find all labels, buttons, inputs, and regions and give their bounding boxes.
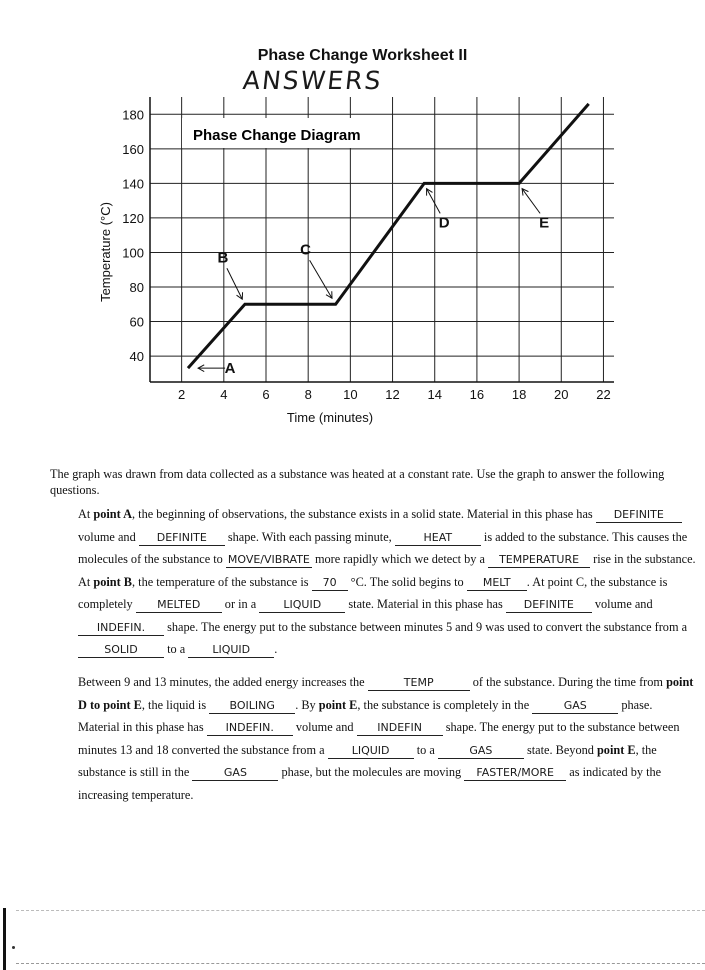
- text-segment: , the temperature of the substance is: [132, 574, 312, 589]
- chart-title: Phase Change Diagram: [193, 127, 361, 144]
- answer-blank-5: TEMPERATURE: [488, 552, 590, 568]
- phase-change-chart: [0, 0, 705, 440]
- text-segment: to a: [413, 742, 438, 757]
- y-tick-label: 140: [122, 176, 144, 192]
- point-e-label: point E: [596, 742, 636, 757]
- annotation-label-d: D: [438, 214, 450, 232]
- text-segment: . By: [295, 697, 319, 712]
- point-b-label: point B: [93, 574, 132, 589]
- answer-blank-22: FASTER/MORE: [464, 765, 566, 781]
- text-segment: phase. Material in this phase has: [78, 697, 653, 734]
- text-segment: shape. The energy put to the substance between minutes 13 and 18 converted the substance from a: [78, 720, 680, 757]
- text-segment: more rapidly which we detect by a: [311, 552, 489, 566]
- answer-blank-2: DEFINITE: [139, 530, 225, 546]
- intro-paragraph: The graph was drawn from data collected as a substance was heated at a constant rate. Use the graph to answer the following questions.: [50, 467, 665, 497]
- y-axis-label: Temperature (°C): [98, 202, 113, 302]
- text-segment: .: [274, 642, 278, 656]
- text-segment: volume and: [292, 720, 357, 734]
- paragraph-1: [50, 503, 696, 661]
- answer-blank-20: GAS: [438, 743, 524, 759]
- worksheet-title: Phase Change Worksheet II: [257, 47, 468, 64]
- answer-blank-1: DEFINITE: [596, 507, 682, 523]
- y-tick-label: 80: [129, 280, 144, 295]
- text-segment: , the beginning of observations, the substance exists in a solid state. Material in this phase has: [132, 507, 596, 521]
- answers-heading: ANSWERS: [241, 66, 384, 95]
- text-segment: °C. The solid begins to: [347, 574, 467, 589]
- text-segment: At: [78, 507, 94, 521]
- text-segment: volume and: [591, 597, 653, 611]
- text-segment: shape. The energy put to the substance between minutes 5 and 9 was used to convert the substance from a: [164, 619, 688, 634]
- x-axis-label: Time (minutes): [286, 410, 374, 425]
- answer-blank-8: MELTED: [136, 597, 222, 613]
- annotation-label-b: B: [217, 249, 229, 267]
- text-segment: is added to the substance. This causes the molecules of the substance to: [78, 529, 688, 566]
- x-tick-label: 2: [178, 387, 186, 402]
- x-tick-label: 14: [427, 387, 442, 402]
- point-e-label: point E: [318, 697, 358, 712]
- answer-blank-18: INDEFIN: [357, 720, 443, 736]
- paragraph-2: [50, 671, 696, 806]
- x-tick-label: 18: [511, 387, 527, 402]
- annotation-arrow-d: [427, 189, 441, 214]
- text-segment: rise in the substance. At: [78, 552, 696, 589]
- y-tick-label: 180: [122, 107, 144, 123]
- answer-blank-13: LIQUID: [188, 642, 274, 658]
- answer-blank-3: HEAT: [395, 530, 481, 546]
- answer-blank-19: LIQUID: [328, 743, 414, 759]
- text-segment: , the substance is completely in the: [357, 697, 533, 712]
- text-segment: phase, but the molecules are moving: [278, 765, 465, 779]
- scan-edge-line: [16, 910, 705, 911]
- text-segment: , the liquid is: [141, 697, 210, 712]
- text-segment: state. Material in this phase has: [345, 597, 506, 611]
- text-segment: or in a: [221, 597, 260, 611]
- x-tick-label: 12: [385, 387, 400, 402]
- y-tick-labels: [122, 107, 144, 364]
- text-segment: to a: [164, 642, 189, 656]
- scan-margin-mark: [3, 908, 6, 970]
- annotation-label-c: C: [300, 241, 312, 259]
- answer-blank-9: LIQUID: [259, 597, 345, 613]
- annotation-arrow-c: [310, 260, 332, 298]
- answer-blank-17: INDEFIN.: [207, 720, 293, 736]
- x-tick-label: 4: [220, 387, 228, 402]
- point-annotations: [198, 189, 549, 378]
- annotation-arrow-e: [522, 189, 540, 214]
- y-tick-label: 100: [122, 245, 144, 261]
- x-tick-labels: [178, 387, 611, 402]
- y-tick-label: 60: [129, 314, 144, 330]
- x-tick-label: 16: [469, 387, 485, 402]
- text-segment: Between 9 and 13 minutes, the added energy increases the: [78, 675, 368, 689]
- answer-blank-15: BOILING: [209, 698, 295, 714]
- text-segment: of the substance. During the time from: [469, 675, 667, 689]
- text-segment: as indicated by the increasing temperature.: [78, 765, 662, 802]
- x-tick-label: 20: [554, 387, 569, 402]
- x-tick-label: 22: [596, 387, 611, 402]
- answer-blank-16: GAS: [532, 698, 618, 714]
- annotation-arrow-b: [227, 268, 242, 299]
- scan-edge-line: [16, 963, 705, 964]
- scan-speck: [12, 946, 15, 949]
- y-tick-label: 160: [122, 141, 144, 157]
- answer-blank-4: MOVE/VIBRATE: [227, 553, 310, 566]
- point-de-label: point D to point E: [78, 675, 694, 712]
- text-segment: state. Beyond: [523, 742, 597, 757]
- answer-blank-21: GAS: [192, 765, 278, 781]
- y-tick-label: 120: [122, 210, 144, 226]
- answer-blank-14: TEMP: [368, 675, 470, 691]
- answer-blank-10: DEFINITE: [506, 597, 592, 613]
- text-segment: volume and: [78, 529, 139, 544]
- answer-blank-6: 70: [312, 575, 348, 591]
- answer-blank-12: SOLID: [78, 642, 164, 658]
- x-tick-label: 8: [304, 387, 312, 402]
- x-tick-label: 10: [343, 387, 358, 402]
- annotation-label-e: E: [539, 214, 550, 232]
- annotation-label-a: A: [224, 360, 236, 378]
- text-segment: shape. With each passing minute,: [224, 529, 395, 544]
- y-tick-label: 40: [129, 349, 144, 365]
- x-tick-label: 6: [262, 387, 270, 402]
- text-segment: , the substance is still in the: [78, 742, 657, 779]
- text-segment: . At point C, the substance is completely: [78, 574, 668, 611]
- answer-blank-11: INDEFIN.: [78, 620, 164, 636]
- answer-blank-7: MELT: [467, 575, 527, 591]
- point-a-label: point A: [93, 507, 132, 521]
